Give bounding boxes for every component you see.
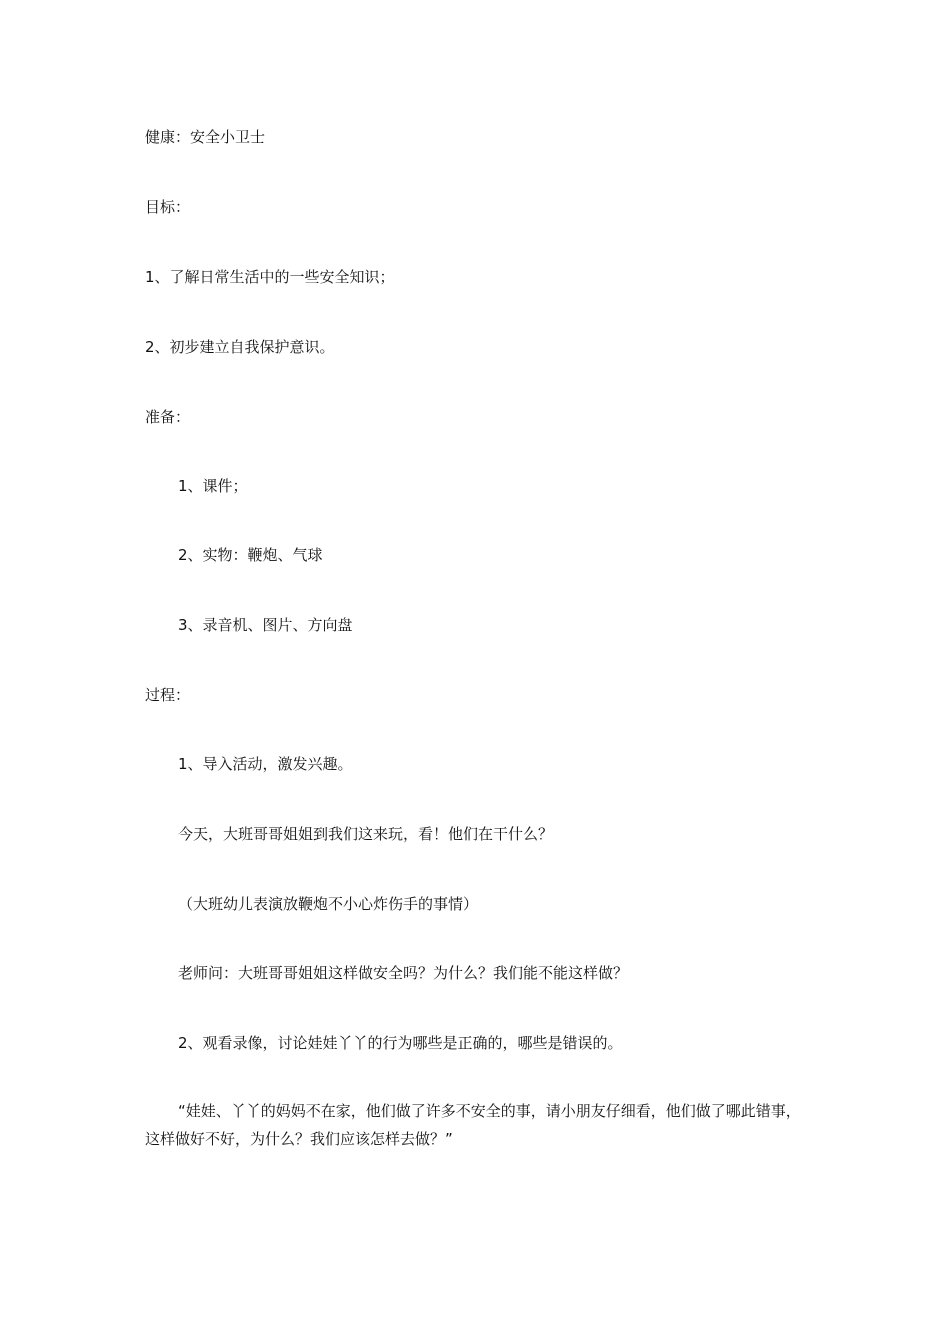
process-step-1-note: （大班幼儿表演放鞭炮不小心炸伤手的事情）	[178, 895, 479, 913]
goals-heading: 目标：	[145, 198, 191, 216]
process-step-2: 2、观看录像，讨论娃娃丫丫的行为哪些是正确的，哪些是错误的。	[178, 1034, 623, 1052]
process-step-2-text: “娃娃、丫丫的妈妈不在家，他们做了许多不安全的事，请小朋友仔细看，他们做了哪此错事，这样做好不好，为什么？我们应该怎样去做？”	[145, 1102, 801, 1148]
prep-item: 3、录音机、图片、方向盘	[178, 616, 353, 634]
process-step-1: 1、导入活动，激发兴趣。	[178, 755, 353, 773]
prep-item: 2、实物：鞭炮、气球	[178, 546, 323, 564]
goal-item: 2、初步建立自我保护意识。	[145, 338, 335, 356]
document-title: 健康：安全小卫士	[145, 128, 266, 146]
goal-item: 1、了解日常生活中的一些安全知识；	[145, 268, 395, 286]
process-heading: 过程：	[145, 686, 191, 704]
process-step-1-text: 今天，大班哥哥姐姐到我们这来玩，看！他们在干什么？	[178, 825, 554, 843]
process-step-1-question: 老师问：大班哥哥姐姐这样做安全吗？为什么？我们能不能这样做？	[178, 964, 629, 982]
prep-item: 1、课件；	[178, 477, 248, 495]
prep-heading: 准备：	[145, 408, 191, 426]
